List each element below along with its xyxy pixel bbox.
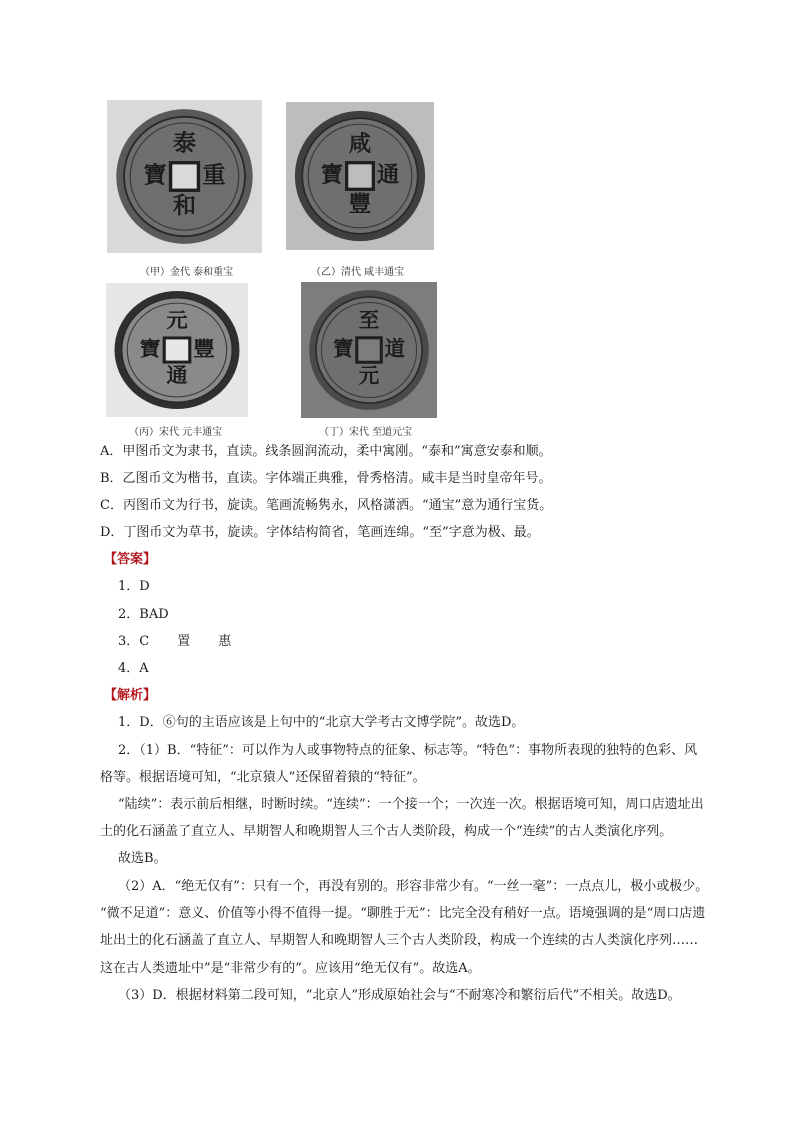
coin-character: 豐: [348, 191, 372, 218]
coin-svg: [286, 102, 434, 250]
coin-character: 和: [172, 192, 197, 220]
coin-character: 寶: [143, 161, 167, 189]
coin-caption-yi: （乙）清代 咸丰通宝: [311, 267, 405, 278]
coin-photo: [107, 100, 262, 253]
coin-caption-bing: （丙）宋代 元丰通宝: [129, 427, 223, 438]
coin-character: 元: [166, 308, 188, 333]
coin-character: 寶: [139, 336, 161, 361]
option-a: A．甲图币文为隶书，直读。线条圆润流动，柔中寓刚。“泰和”寓意安泰和顺。: [100, 444, 552, 459]
analysis-line-8: “微不足道”：意义、价值等小得不值得一提。“聊胜于无”：比完全没有稍好一点。语境强调的是“周口店遗: [100, 906, 706, 921]
analysis-line-7: （2）A．“绝无仅有”：只有一个，再没有别的。形容非常少有。“一丝一毫”：一点点儿，极小或极少。: [118, 879, 709, 894]
coin-caption-ding: （丁）宋代 至道元宝: [319, 427, 413, 438]
answer-4: 4．A: [118, 661, 149, 676]
coin-character: 通: [166, 363, 188, 388]
coin-svg: [301, 282, 437, 418]
coin-image-bing: [106, 283, 248, 417]
answer-3: [118, 633, 231, 651]
coin-image-ding: [301, 282, 437, 418]
option-d: D．丁图币文为草书，旋读。字体结构简省，笔画连绵。“至”字意为极、最。: [100, 525, 540, 540]
coin-photo: [106, 283, 248, 417]
coin-character: 咸: [348, 130, 372, 157]
coin-caption-jia: （甲）金代 泰和重宝: [140, 267, 234, 278]
coin-character: 泰: [172, 129, 197, 157]
analysis-line-5: 土的化石涵盖了直立人、早期智人和晚期智人三个古人类阶段，构成一个“连续”的古人类演化序列。: [100, 824, 673, 839]
coin-character: 至: [358, 307, 380, 332]
answer-3-choice: 3．C: [118, 634, 150, 649]
answer-2: 2．BAD: [118, 607, 169, 622]
analysis-line-1: 1．D．⑥句的主语应该是上句中的“北京大学考古文博学院”。故选D。: [118, 715, 525, 730]
analysis-heading: 【解析】: [104, 688, 157, 703]
analysis-line-11: （3）D．根据材料第二段可知，“北京人”形成原始社会与“不耐寒冷和繁衍后代”不相关。故选D。: [118, 988, 681, 1003]
option-c: C．丙图币文为行书，旋读。笔画流畅隽永，风格潇洒。“通宝”意为通行宝货。: [100, 498, 553, 513]
coin-svg: [107, 100, 262, 253]
coin-photo: [286, 102, 434, 250]
answer-1: 1．D: [118, 579, 150, 594]
answer-3-word-2: 惠: [218, 634, 232, 649]
analysis-line-2: 2．（1）B．“特征”：可以作为人或事物特点的征象、标志等。“特色”：事物所表现的独特的色彩、风: [118, 743, 698, 758]
coin-character: 寶: [320, 161, 343, 188]
option-b: B．乙图币文为楷书，直读。字体端正典雅，骨秀格清。咸丰是当时皇帝年号。: [100, 471, 552, 486]
coin-photo: [301, 282, 437, 418]
answer-3-word-1: 置: [177, 634, 191, 649]
analysis-line-4: “陆续”：表示前后相继，时断时续。“连续”：一个接一个；一次连一次。根据语境可知，周口店遗址出: [118, 797, 704, 812]
analysis-line-9: 址出土的化石涵盖了直立人、早期智人和晚期智人三个古人类阶段，构成一个连续的古人类演化序列……: [100, 933, 699, 948]
coin-character: 道: [384, 336, 406, 361]
coin-character: 重: [202, 161, 226, 189]
answer-heading: 【答案】: [104, 552, 157, 567]
coin-image-jia: [107, 100, 262, 253]
analysis-line-3: 格等。根据语境可知，“北京猿人”还保留着猿的“特征”。: [100, 770, 426, 785]
analysis-line-6: 故选B。: [118, 851, 167, 866]
coin-character: 元: [358, 363, 380, 388]
coin-image-yi: [286, 102, 434, 250]
coin-character: 寶: [332, 336, 354, 361]
coin-character: 通: [377, 161, 400, 188]
analysis-line-10: 这在古人类遗址中”是“非常少有的”。应该用“绝无仅有”。故选A。: [100, 961, 481, 976]
coin-character: 豐: [193, 336, 215, 361]
coin-svg: [106, 283, 248, 417]
